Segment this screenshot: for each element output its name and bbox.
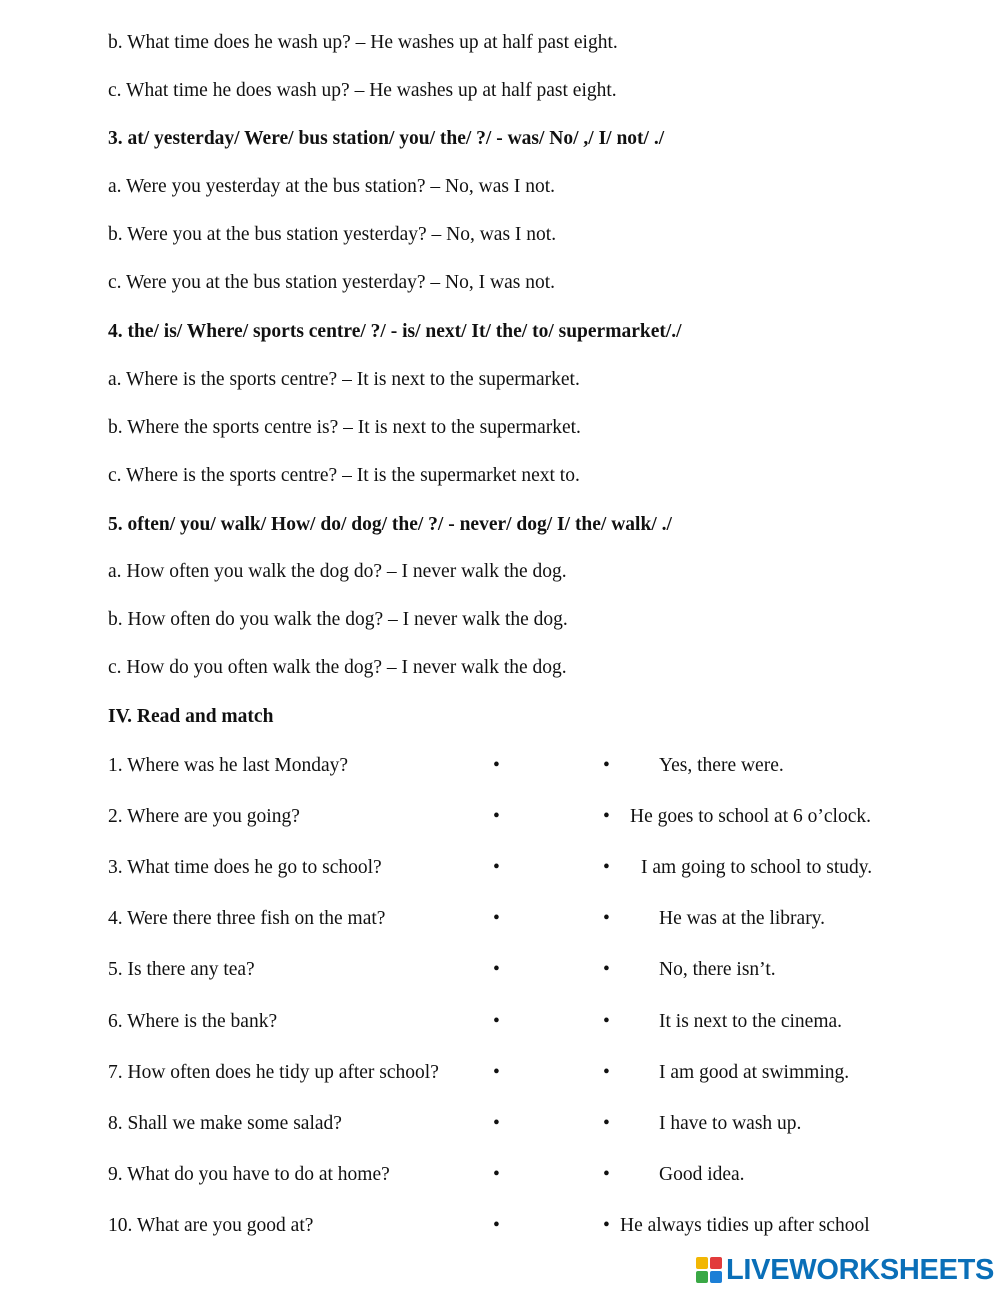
match-answer: No, there isn’t. <box>659 959 776 980</box>
match-question: 3. What time does he go to school? <box>108 857 382 878</box>
match-answer: He always tidies up after school <box>620 1215 870 1236</box>
option-line: b. How often do you walk the dog? – I never walk the dog. <box>108 609 568 630</box>
match-answer: He was at the library. <box>659 908 826 929</box>
match-answer: It is next to the cinema. <box>659 1011 843 1032</box>
logo-text: LIVEWORKSHEETS <box>726 1253 995 1286</box>
logo-square <box>710 1257 722 1269</box>
match-dot-right[interactable]: • <box>603 857 610 878</box>
option-line: c. Were you at the bus station yesterday? – No, I was not. <box>108 272 555 293</box>
logo-square <box>710 1271 722 1283</box>
match-dot-left[interactable]: • <box>493 959 500 980</box>
question-prompt: 5. often/ you/ walk/ How/ do/ dog/ the/ ?/ - never/ dog/ I/ the/ walk/ ./ <box>108 514 672 535</box>
logo-square <box>696 1271 708 1283</box>
match-question: 7. How often does he tidy up after school? <box>108 1062 439 1083</box>
option-line: c. Where is the sports centre? – It is the supermarket next to. <box>108 465 580 486</box>
match-dot-left[interactable]: • <box>493 806 500 827</box>
match-dot-left[interactable]: • <box>493 1113 500 1134</box>
match-question: 2. Where are you going? <box>108 806 300 827</box>
liveworksheets-logo-icon <box>696 1257 722 1283</box>
match-question: 5. Is there any tea? <box>108 959 255 980</box>
match-answer: I am going to school to study. <box>641 857 873 878</box>
match-answer: He goes to school at 6 o’clock. <box>630 806 871 827</box>
match-dot-left[interactable]: • <box>493 857 500 878</box>
match-question: 10. What are you good at? <box>108 1215 314 1236</box>
match-answer: Good idea. <box>659 1164 745 1185</box>
match-dot-left[interactable]: • <box>493 755 500 776</box>
section-title: IV. Read and match <box>108 706 274 727</box>
match-dot-right[interactable]: • <box>603 755 610 776</box>
match-question: 8. Shall we make some salad? <box>108 1113 342 1134</box>
match-question: 9. What do you have to do at home? <box>108 1164 390 1185</box>
option-line: a. How often you walk the dog do? – I never walk the dog. <box>108 561 567 582</box>
match-dot-right[interactable]: • <box>603 1062 610 1083</box>
match-dot-right[interactable]: • <box>603 1113 610 1134</box>
question-prompt: 3. at/ yesterday/ Were/ bus station/ you/ the/ ?/ - was/ No/ ,/ I/ not/ ./ <box>108 128 665 149</box>
match-answer: I am good at swimming. <box>659 1062 850 1083</box>
option-line: b. Were you at the bus station yesterday? – No, was I not. <box>108 224 557 245</box>
match-dot-right[interactable]: • <box>603 1011 610 1032</box>
match-dot-right[interactable]: • <box>603 806 610 827</box>
match-dot-left[interactable]: • <box>493 1062 500 1083</box>
option-line: b. What time does he wash up? – He washes up at half past eight. <box>108 32 618 53</box>
match-answer: Yes, there were. <box>659 755 784 776</box>
question-prompt: 4. the/ is/ Where/ sports centre/ ?/ - is/ next/ It/ the/ to/ supermarket/./ <box>108 321 682 342</box>
option-line: b. Where the sports centre is? – It is next to the supermarket. <box>108 417 581 438</box>
logo-square <box>696 1257 708 1269</box>
match-dot-right[interactable]: • <box>603 1164 610 1185</box>
option-line: a. Where is the sports centre? – It is next to the supermarket. <box>108 369 580 390</box>
liveworksheets-logo <box>696 1254 994 1286</box>
match-dot-left[interactable]: • <box>493 908 500 929</box>
match-dot-right[interactable]: • <box>603 908 610 929</box>
match-dot-left[interactable]: • <box>493 1011 500 1032</box>
option-line: a. Were you yesterday at the bus station? – No, was I not. <box>108 176 555 197</box>
match-dot-left[interactable]: • <box>493 1164 500 1185</box>
match-dot-left[interactable]: • <box>493 1215 500 1236</box>
match-dot-right[interactable]: • <box>603 959 610 980</box>
option-line: c. How do you often walk the dog? – I never walk the dog. <box>108 657 567 678</box>
match-dot-right[interactable]: • <box>603 1215 610 1236</box>
match-question: 6. Where is the bank? <box>108 1011 278 1032</box>
match-answer: I have to wash up. <box>659 1113 802 1134</box>
match-question: 1. Where was he last Monday? <box>108 755 349 776</box>
option-line: c. What time he does wash up? – He washes up at half past eight. <box>108 80 617 101</box>
match-question: 4. Were there three fish on the mat? <box>108 908 386 929</box>
